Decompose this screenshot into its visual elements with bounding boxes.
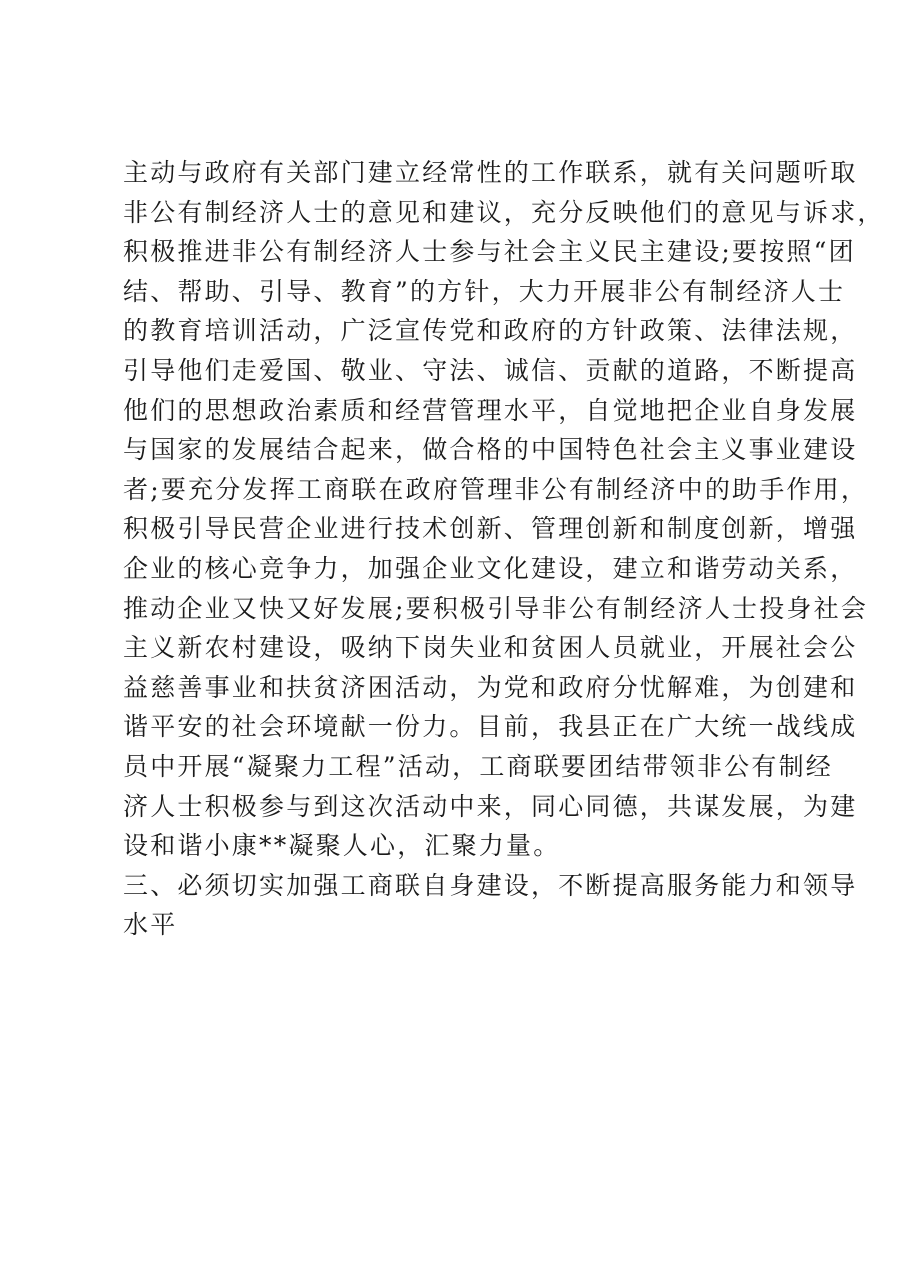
body-text — [123, 153, 885, 945]
text-line: 员中开展“凝聚力工程”活动，工商联要团结带领非公有制经 — [123, 751, 833, 781]
section-heading-line: 三、必须切实加强工商联自身建设，不断提高服务能力和领导 — [123, 870, 858, 900]
section-heading-line: 水平 — [123, 910, 178, 940]
text-line: 结、帮助、引导、教育”的方针，大力开展非公有制经济人士 — [123, 276, 846, 306]
text-line: 益慈善事业和扶贫济困活动，为党和政府分忧解难，为创建和 — [123, 672, 858, 702]
text-line: 他们的思想政治素质和经营管理水平，自觉地把企业自身发展 — [123, 395, 858, 425]
text-line: 与国家的发展结合起来，做合格的中国特色社会主义事业建设 — [123, 435, 858, 465]
text-line: 引导他们走爱国、敬业、守法、诚信、贡献的道路，不断提高 — [123, 355, 858, 385]
text-line: 主动与政府有关部门建立经常性的工作联系，就有关问题听取 — [123, 158, 858, 187]
text-line: 济人士积极参与到这次活动中来，同心同德，共谋发展，为建 — [123, 791, 858, 821]
text-line: 者;要充分发挥工商联在政府管理非公有制经济中的助手作用， — [123, 474, 869, 504]
text-line: 谐平安的社会环境献一份力。目前，我县正在广大统一战线成 — [123, 712, 858, 742]
text-line: 主义新农村建设，吸纳下岗失业和贫困人员就业，开展社会公 — [123, 633, 858, 663]
text-line: 非公有制经济人士的意见和建议，充分反映他们的意见与诉求， — [123, 197, 885, 227]
text-line: 推动企业又快又好发展;要积极引导非公有制经济人士投身社会 — [123, 593, 869, 623]
text-line: 积极引导民营企业进行技术创新、管理创新和制度创新，增强 — [123, 514, 858, 544]
text-line: 设和谐小康**凝聚人心，汇聚力量。 — [123, 831, 561, 861]
text-line: 积极推进非公有制经济人士参与社会主义民主建设;要按照“团 — [123, 237, 856, 267]
text-line: 企业的核心竞争力，加强企业文化建设，建立和谐劳动关系， — [123, 553, 858, 583]
text-line: 的教育培训活动，广泛宣传党和政府的方针政策、法律法规， — [123, 316, 858, 346]
